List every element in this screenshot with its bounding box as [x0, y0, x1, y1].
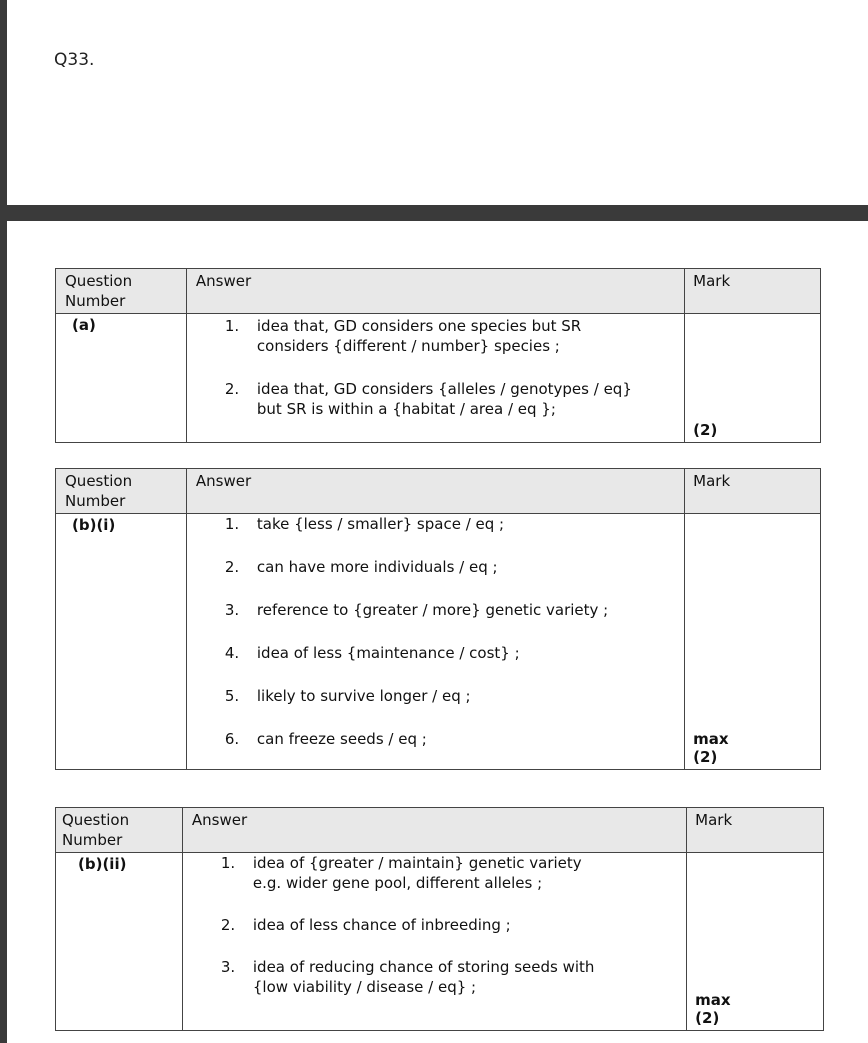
- answer-item: 2. idea of less chance of inbreeding ;: [220, 916, 511, 934]
- mark-prefix: max: [695, 991, 731, 1009]
- mark-scheme-table-b-ii: [55, 807, 824, 1031]
- answer-item: 1. idea that, GD considers one species but SR considers {different / number} species ;: [224, 317, 582, 355]
- header-answer: Answer: [186, 469, 684, 514]
- answer-item: 3. idea of reducing chance of storing seeds with {low viability / disease / eq} ;: [220, 958, 595, 996]
- mark-value: (2): [695, 1009, 720, 1027]
- answer-item: 1. idea of {greater / maintain} genetic variety e.g. wider gene pool, different alleles ;: [220, 854, 582, 892]
- answer-cell: [186, 314, 684, 443]
- answer-item: 2. idea that, GD considers {alleles / genotypes / eq} but SR is within a {habitat / area / eq };: [224, 380, 632, 418]
- header-question-number: Question Number: [56, 469, 187, 514]
- answer-cell: [182, 853, 686, 1031]
- answer-item: 3. reference to {greater / more} genetic variety ;: [224, 601, 609, 619]
- header-answer: Answer: [186, 269, 684, 314]
- question-title: Q33.: [54, 50, 95, 70]
- page-separator: [7, 205, 868, 221]
- question-number-cell: (b)(i): [56, 514, 187, 770]
- mark-scheme-table-a: [55, 268, 821, 443]
- header-question-number: Question Number: [56, 808, 183, 853]
- header-mark: Mark: [687, 808, 824, 853]
- mark-cell: [685, 514, 821, 770]
- answer-item: 1. take {less / smaller} space / eq ;: [224, 515, 505, 533]
- answer-item: 5. likely to survive longer / eq ;: [224, 687, 471, 705]
- header-question-label: Question Number: [65, 272, 133, 310]
- header-mark: Mark: [685, 269, 821, 314]
- answer-item: 6. can freeze seeds / eq ;: [224, 730, 427, 748]
- mark-scheme-table-b-i: [55, 468, 821, 770]
- answer-cell: [186, 514, 684, 770]
- answer-item: 4. idea of less {maintenance / cost} ;: [224, 644, 520, 662]
- mark-prefix: max: [693, 730, 729, 748]
- header-question-number: [56, 269, 187, 314]
- mark-value: (2): [693, 748, 718, 766]
- viewer-left-border: [0, 0, 7, 1043]
- question-number-cell: (b)(ii): [56, 853, 183, 1031]
- mark-cell: [685, 314, 821, 443]
- answer-item: 2. can have more individuals / eq ;: [224, 558, 498, 576]
- mark-cell: [687, 853, 824, 1031]
- page-top: [7, 0, 868, 205]
- mark-value: (2): [693, 421, 718, 439]
- header-mark: Mark: [685, 469, 821, 514]
- header-answer: Answer: [182, 808, 686, 853]
- question-number-cell: (a): [56, 314, 187, 443]
